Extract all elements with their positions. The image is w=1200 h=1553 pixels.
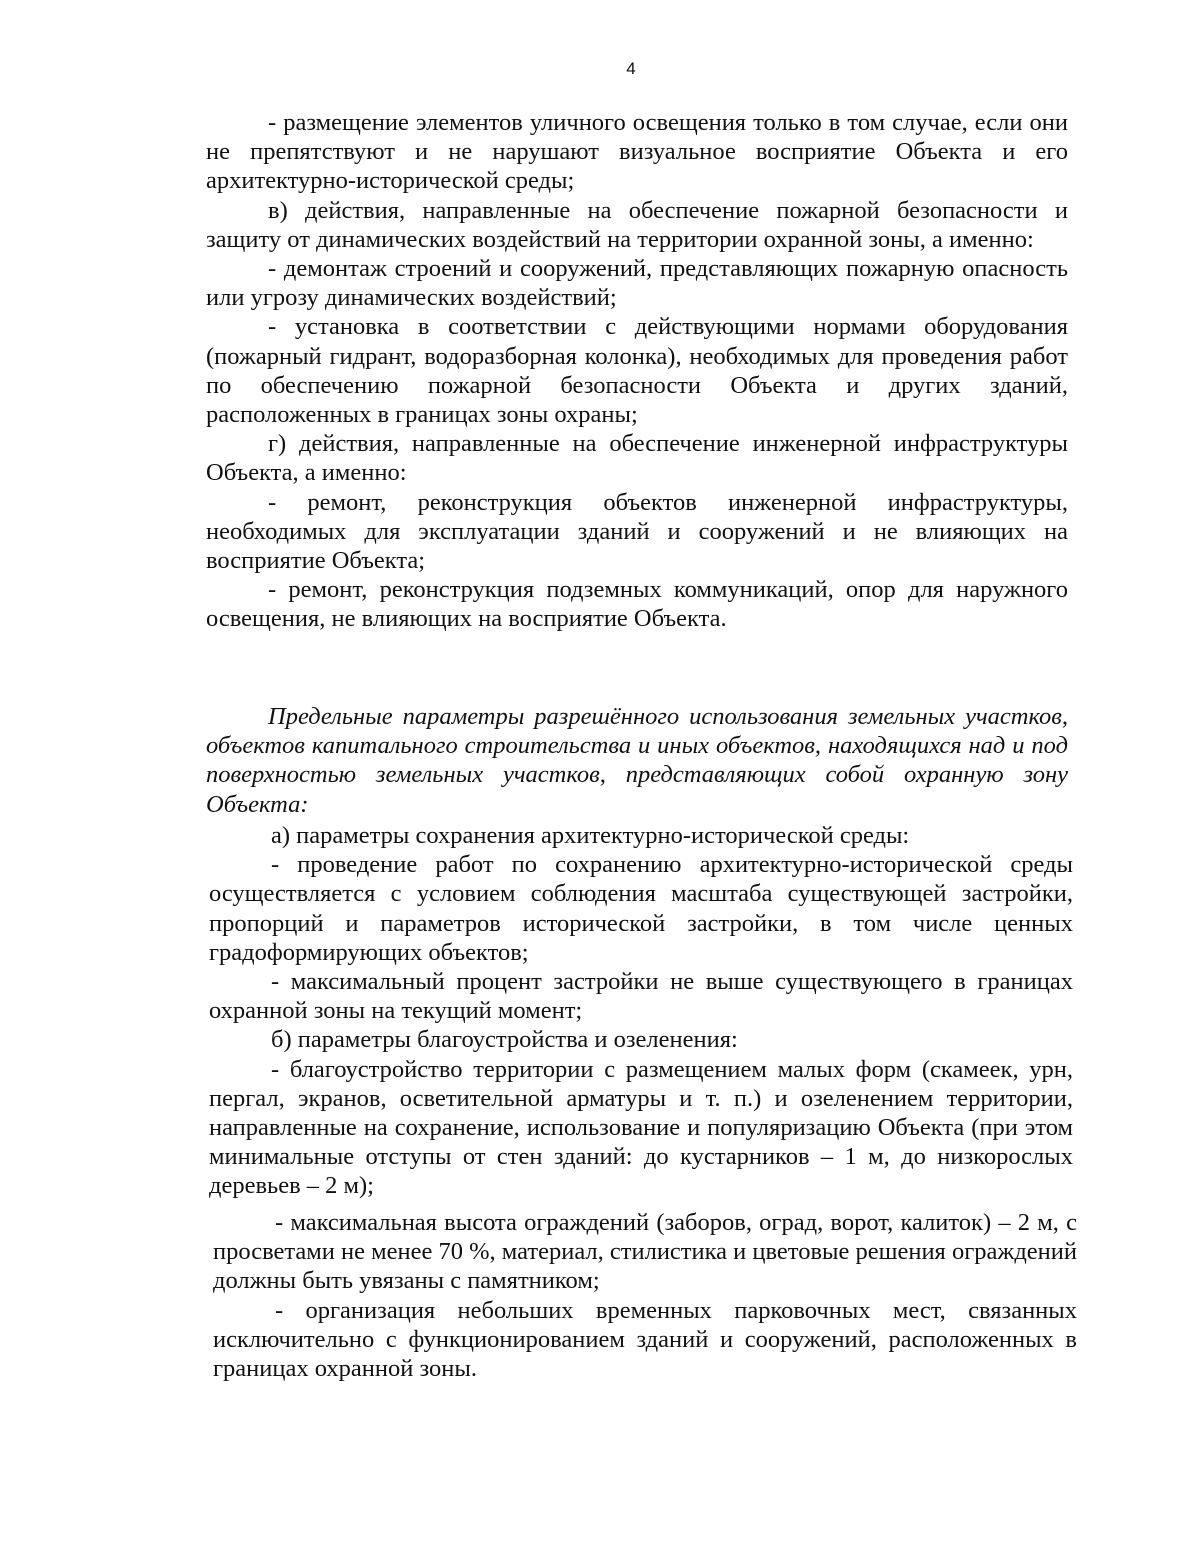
paragraph: б) параметры благоустройства и озеленения:	[271, 1026, 738, 1054]
paragraph: - проведение работ по сохранению архитектурно-исторической среды осуществляется с условием соблюдения масштаба существующей застройки, пропорций и параметров исторической застройки, в том числе ценных градоформирующих объектов;	[209, 851, 1073, 966]
paragraph: а) параметры сохранения архитектурно-исторической среды:	[271, 822, 910, 849]
italic-heading: Предельные параметры разрешённого использования земельных участков, объектов капитального строительства и иных объектов, находящихся над и под поверхностью земельных участков, представляющих собой охранную зону Объекта:	[206, 703, 1068, 818]
paragraph: - размещение элементов уличного освещения только в том случае, если они не препятствуют и не нарушают визуальное восприятие Объекта и его архитектурно-исторической среды;	[206, 109, 1068, 195]
section-parameters	[209, 821, 1073, 1201]
section-fences-parking	[213, 1208, 1077, 1383]
section-limit-parameters	[206, 702, 1068, 819]
page-number: 4	[626, 59, 636, 78]
section-permitted-actions	[206, 108, 1068, 634]
paragraph: - ремонт, реконструкция подземных коммуникаций, опор для наружного освещения, не влияющих на восприятие Объекта.	[206, 576, 1068, 633]
paragraph: - максимальный процент застройки не выше существующего в границах охранной зоны на текущий момент;	[209, 968, 1073, 1025]
paragraph: - демонтаж строений и сооружений, представляющих пожарную опасность или угрозу динамических воздействий;	[206, 255, 1068, 312]
paragraph: г) действия, направленные на обеспечение инженерной инфраструктуры Объекта, а именно:	[206, 430, 1068, 487]
paragraph: - установка в соответствии с действующими нормами оборудования (пожарный гидрант, водоразборная колонка), необходимых для проведения работ по обеспечению пожарной безопасности Объекта и других зданий, расположенных в границах зоны охраны;	[206, 313, 1068, 429]
paragraph: - организация небольших временных парковочных мест, связанных исключительно с функционированием зданий и сооружений, расположенных в границах охранной зоны.	[213, 1296, 1077, 1383]
paragraph: - максимальная высота ограждений (заборов, оград, ворот, калиток) – 2 м, с просветами не менее 70 %, материал, стилистика и цветовые решения ограждений должны быть увязаны с памятником;	[213, 1209, 1077, 1295]
paragraph: - ремонт, реконструкция объектов инженерной инфраструктуры, необходимых для эксплуатации зданий и сооружений и не влияющих на восприятие Объекта;	[206, 488, 1068, 575]
paragraph: - благоустройство территории с размещением малых форм (скамеек, урн, пергал, экранов, осветительной арматуры и т. п.) и озеленением территории, направленные на сохранение, использование и популяризацию Объекта (при этом минимальные отступы от стен зданий: до кустарников – 1 м, до низкорослых деревьев – 2 м);	[209, 1055, 1073, 1200]
paragraph: в) действия, направленные на обеспечение пожарной безопасности и защиту от динамических воздействий на территории охранной зоны, а именно:	[206, 196, 1068, 253]
